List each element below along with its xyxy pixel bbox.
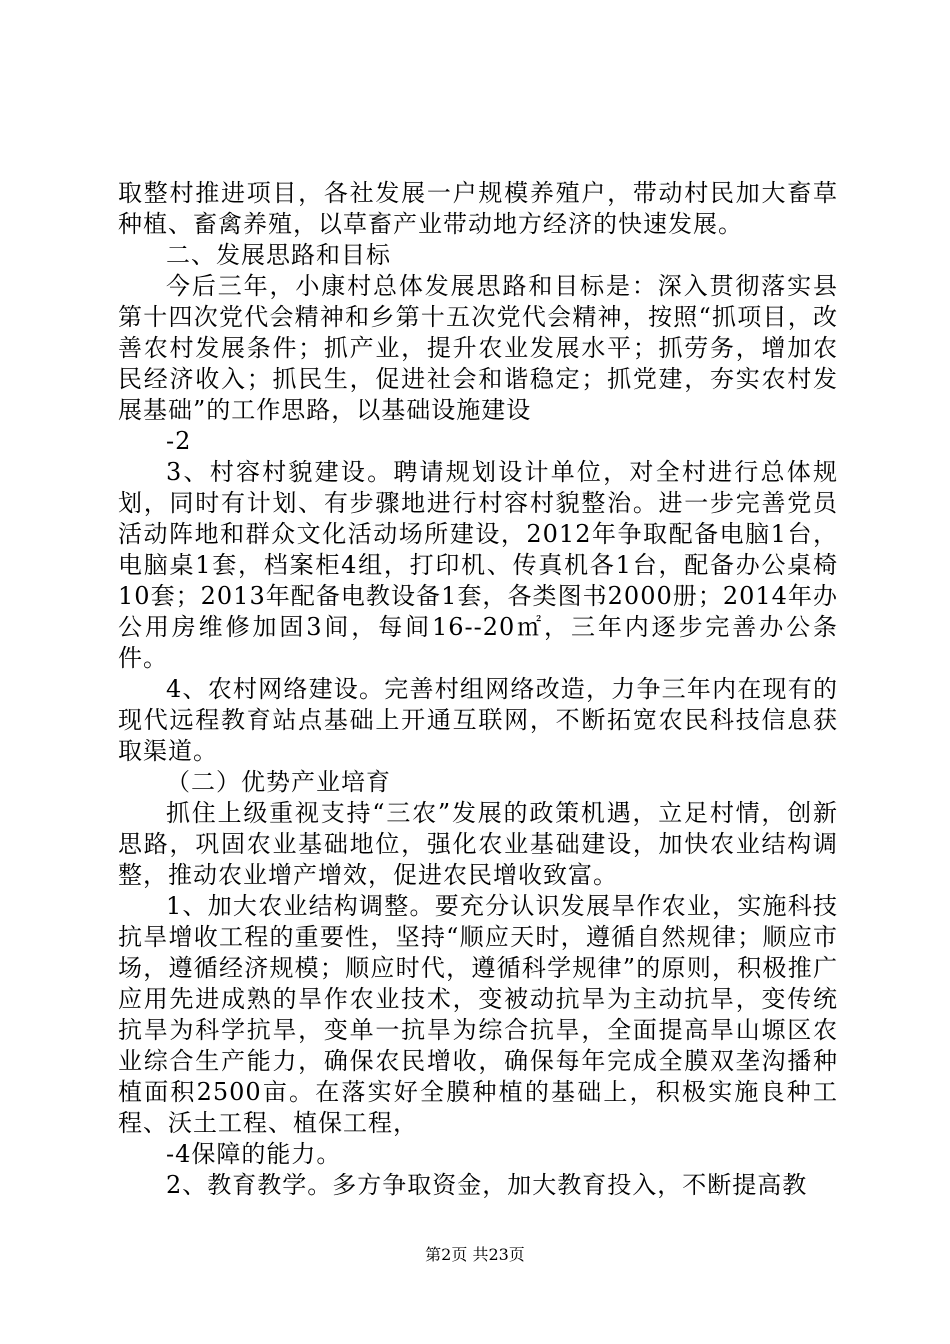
- document-body: [118, 178, 838, 1201]
- paragraph-village-appearance: 3、村容村貌建设。聘请规划设计单位，对全村进行总体规划，同时有计划、有步骤地进行村容村貌整治。进一步完善党员活动阵地和群众文化活动场所建设，2012年争取配备电脑1台，电脑桌1套，档案柜4组，打印机、传真机各1台，配备办公桌椅10套；2013年配备电教设备1套，各类图书2000册；2014年办公用房维修加固3间，每间16--20㎡，三年内逐步完善办公条件。: [118, 458, 838, 672]
- paragraph-education: 2、教育教学。多方争取资金，加大教育投入，不断提高教: [166, 1171, 808, 1199]
- paragraph-network-construction: 4、农村网络建设。完善村组网络改造，力争三年内在现有的现代远程教育站点基础上开通互联网，不断拓宽农民科技信息获取渠道。: [118, 675, 838, 765]
- page-number-footer: 第2页 共23页: [425, 1245, 525, 1264]
- paragraph-3: 今后三年，小康村总体发展思路和目标是：深入贯彻落实县第十四次党代会精神和乡第十五次党代会精神，按照“抓项目，改善农村发展条件；抓产业，提升农业发展水平；抓劳务，增加农民经济收入；抓民生，促进社会和谐稳定；抓党建，夯实农村发展基础”的工作思路，以基础设施建设: [118, 272, 838, 424]
- section-heading-industry-cultivation: （二）优势产业培育: [166, 768, 391, 796]
- page-fragment-marker: -2: [166, 427, 192, 455]
- paragraph-policy-opportunity: 抓住上级重视支持“三农”发展的政策机遇，立足村情，创新思路，巩固农业基础地位，强化农业基础建设，加快农业结构调整，推动农业增产增效，促进农民增收致富。: [118, 799, 838, 889]
- paragraph-agricultural-structure: 1、加大农业结构调整。要充分认识发展旱作农业，实施科技抗旱增收工程的重要性，坚持“顺应天时，遵循自然规律；顺应市场，遵循经济规模；顺应时代，遵循科学规律”的原则，积极推广应用先进成熟的旱作农业技术，变被动抗旱为主动抗旱，变传统抗旱为科学抗旱，变单一抗旱为综合抗旱，全面提高旱山塬区农业综合生产能力，确保农民增收，确保每年完成全膜双垄沟播种植面积2500亩。在落实好全膜种植的基础上，积极实施良种工程、沃土工程、植保工程，: [118, 892, 838, 1137]
- section-heading-development-ideas: 二、发展思路和目标: [166, 241, 391, 269]
- paragraph-fragment-guarantee: -4保障的能力。: [166, 1140, 342, 1168]
- paragraph-1: 取整村推进项目，各社发展一户规模养殖户，带动村民加大畜草种植、畜禽养殖，以草畜产业带动地方经济的快速发展。: [118, 179, 838, 238]
